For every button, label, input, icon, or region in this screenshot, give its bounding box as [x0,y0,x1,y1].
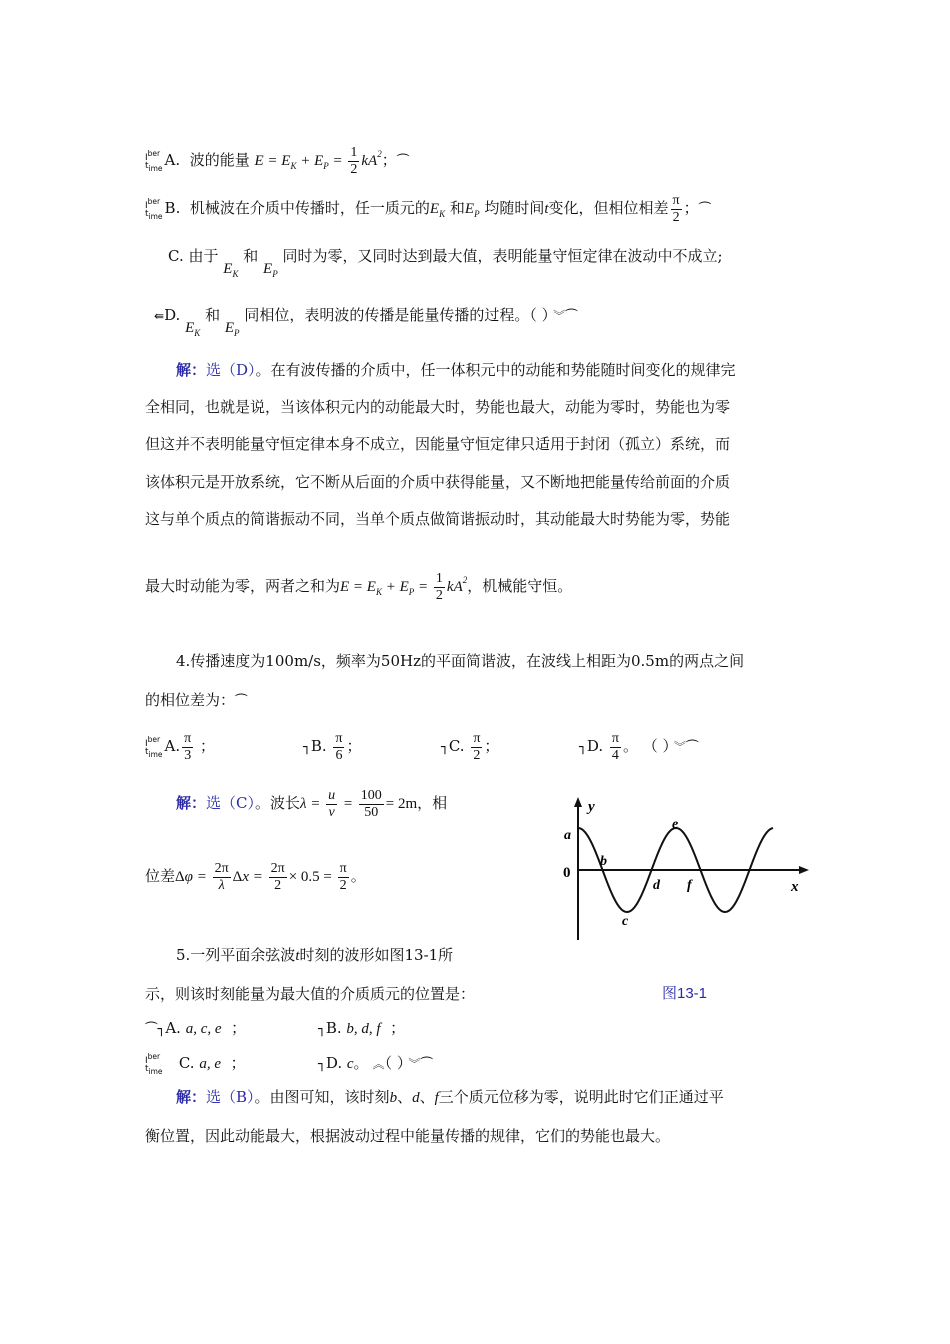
q5-answer-line-1: 解：选（B）。由图可知，该时刻b、d、f三个质元位移为零，说明此时它们正通过平 [176,1088,724,1106]
q5-stem-line-2: 示，则该时刻能量为最大值的介质质元的位置是： [145,985,476,1003]
point-e: e [672,817,679,832]
q4-answer-line-2: 位差Δφ = $\frac{2\pi}{\lambda}$ Δx = $\frac{2\pi}{2}$ × 0.5 = $\frac{\pi}{2}$ 。 [145,861,366,894]
figure-caption: 图13-1 [662,985,708,1002]
q4-option-b: ┐B. $\frac{\pi}{6}$ ； [303,730,362,763]
q3-option-d: ⇚D. $E_K$ 和 $E_P$ 同相位，表明波的传播是能量传播的过程。（ ） ︾⏜ [154,306,578,338]
q5-stem-line-1: 5.一列平面余弦波t时刻的波形如图13-1所 [176,946,454,964]
q3-option-a: $I^{ber}$ $t_{ime}$ A. 波的能量 $E = E_K + E_P$ = $\frac{1}{2}$ $kA^2$；⏜ [145,145,410,178]
q4-options: $I^{ber}$ $t_{ime}$ A. $\frac{\pi}{3}$ ； [145,730,216,763]
q4-stem-line-2: 的相位差为：⏜ [145,691,248,709]
q3-answer-line-5: 这与单个质点的简谐振动不同，当单个质点做简谐振动时，其动能最大时势能为零，势能 [145,510,731,528]
point-c: c [622,914,629,929]
q4-option-c: ┐C. $\frac{\pi}{2}$ ； [441,730,500,763]
q3-answer-line-2: 全相同，也就是说，当该体积元内的动能最大时，势能也最大，动能为零时，势能也为零 [145,398,731,416]
q4-stem-line-1: 4.传播速度为100m/s，频率为50Hz的平面简谐波，在波线上相距为0.5m的两点之间 [176,652,745,670]
return-mark-icon: ⏜ [396,154,410,169]
return-mark-icon: ⏜┐ [145,1022,166,1037]
x-arrow-icon [799,866,809,874]
origin-label: 0 [563,865,571,881]
q5-option-c: $I^{ber}$ $t_{ime}$ C. a, e ； [145,1051,246,1076]
return-mark-icon: ⏜ [698,202,712,217]
field-mark-icon: $I^{ber}$ $t_{ime}$ [145,1051,163,1076]
q5-option-a: ⏜┐A. a, c, e ； [145,1019,247,1037]
point-a: a [564,828,571,843]
return-mark-icon: ┐ [441,740,449,755]
return-mark-icon: ⏜ [686,740,699,755]
q3-answer-line-3: 但这并不表明能量守恒定律本身不成立，因能量守恒定律只适用于封闭（孤立）系统，而 [145,435,731,453]
q3-answer-line-4: 该体积元是开放系统，它不断从后面的介质中获得能量，又不断地把能量传给前面的介质 [145,473,731,491]
q3-option-c: C. 由于 $E_K$ 和 $E_P$ 同时为零，又同时达到最大值，表明能量守恒定律在波动中不成立; [168,247,723,279]
energy-formula: $E = E_K + E_P$ = $\frac{1}{2}$ $kA^2$ [254,145,382,178]
wave-figure [555,795,815,945]
q4-answer-line-1: 解：选（C）。波长λ = $\frac{u}{\nu}$ = $\frac{100}{50}$ = 2m，相 [176,788,448,821]
y-axis-label: y [588,799,595,815]
x-axis-label: x [791,879,799,895]
q3-answer-line-6: 最大时动能为零，两者之和为$E = E_K + E_P$ = $\frac{1}{2}$ $kA^2$，机械能守恒。 [145,571,573,604]
field-mark-icon: ⇚ [154,309,165,323]
chevron-down-icon: ︾ [408,1057,421,1071]
return-mark-icon: ⏜ [565,309,578,324]
q3-answer-line-1: 解：选（D）。在有波传播的介质中，任一体积元中的动能和势能随时间变化的规律完 [176,361,736,379]
point-b: b [600,854,607,869]
return-mark-icon: ┐ [318,1057,326,1072]
q4-option-d: ┐D. $\frac{\pi}{4}$ 。 （ ） ︾⏜ [579,730,699,763]
point-f: f [687,878,692,893]
chevron-down-icon: ︾ [674,740,687,754]
q5-answer-line-2: 衡位置，因此动能最大，根据波动过程中能量传播的规律，它们的势能也最大。 [145,1127,671,1145]
return-mark-icon: ┐ [579,740,587,755]
return-mark-icon: ┐ [303,740,311,755]
field-mark-icon: $I^{ber}$ $t_{ime}$ [145,148,163,173]
field-mark-icon: $I^{ber}$ $t_{ime}$ [145,196,163,221]
chevron-up-icon: ︽ [372,1057,385,1071]
return-mark-icon: ⏜ [235,694,248,709]
return-mark-icon: ┐ [318,1022,326,1037]
point-d: d [653,878,660,893]
return-mark-icon: ⏜ [420,1057,433,1072]
q3-option-b: $I^{ber}$ $t_{ime}$ B. 机械波在介质中传播时，任一质元的$E_K$ 和$E_P$ 均随时间t变化，但相位相差 $\frac{\pi}{2}$ ；⏜ [145,192,712,225]
chevron-down-icon: ︾ [553,309,566,323]
q5-option-d: ┐D. c。 ︽（ ） ︾⏜ [318,1054,433,1072]
q5-option-b: ┐B. b, d, f ； [318,1019,406,1037]
y-arrow-icon [574,797,582,807]
field-mark-icon: $I^{ber}$ $t_{ime}$ [145,734,163,759]
